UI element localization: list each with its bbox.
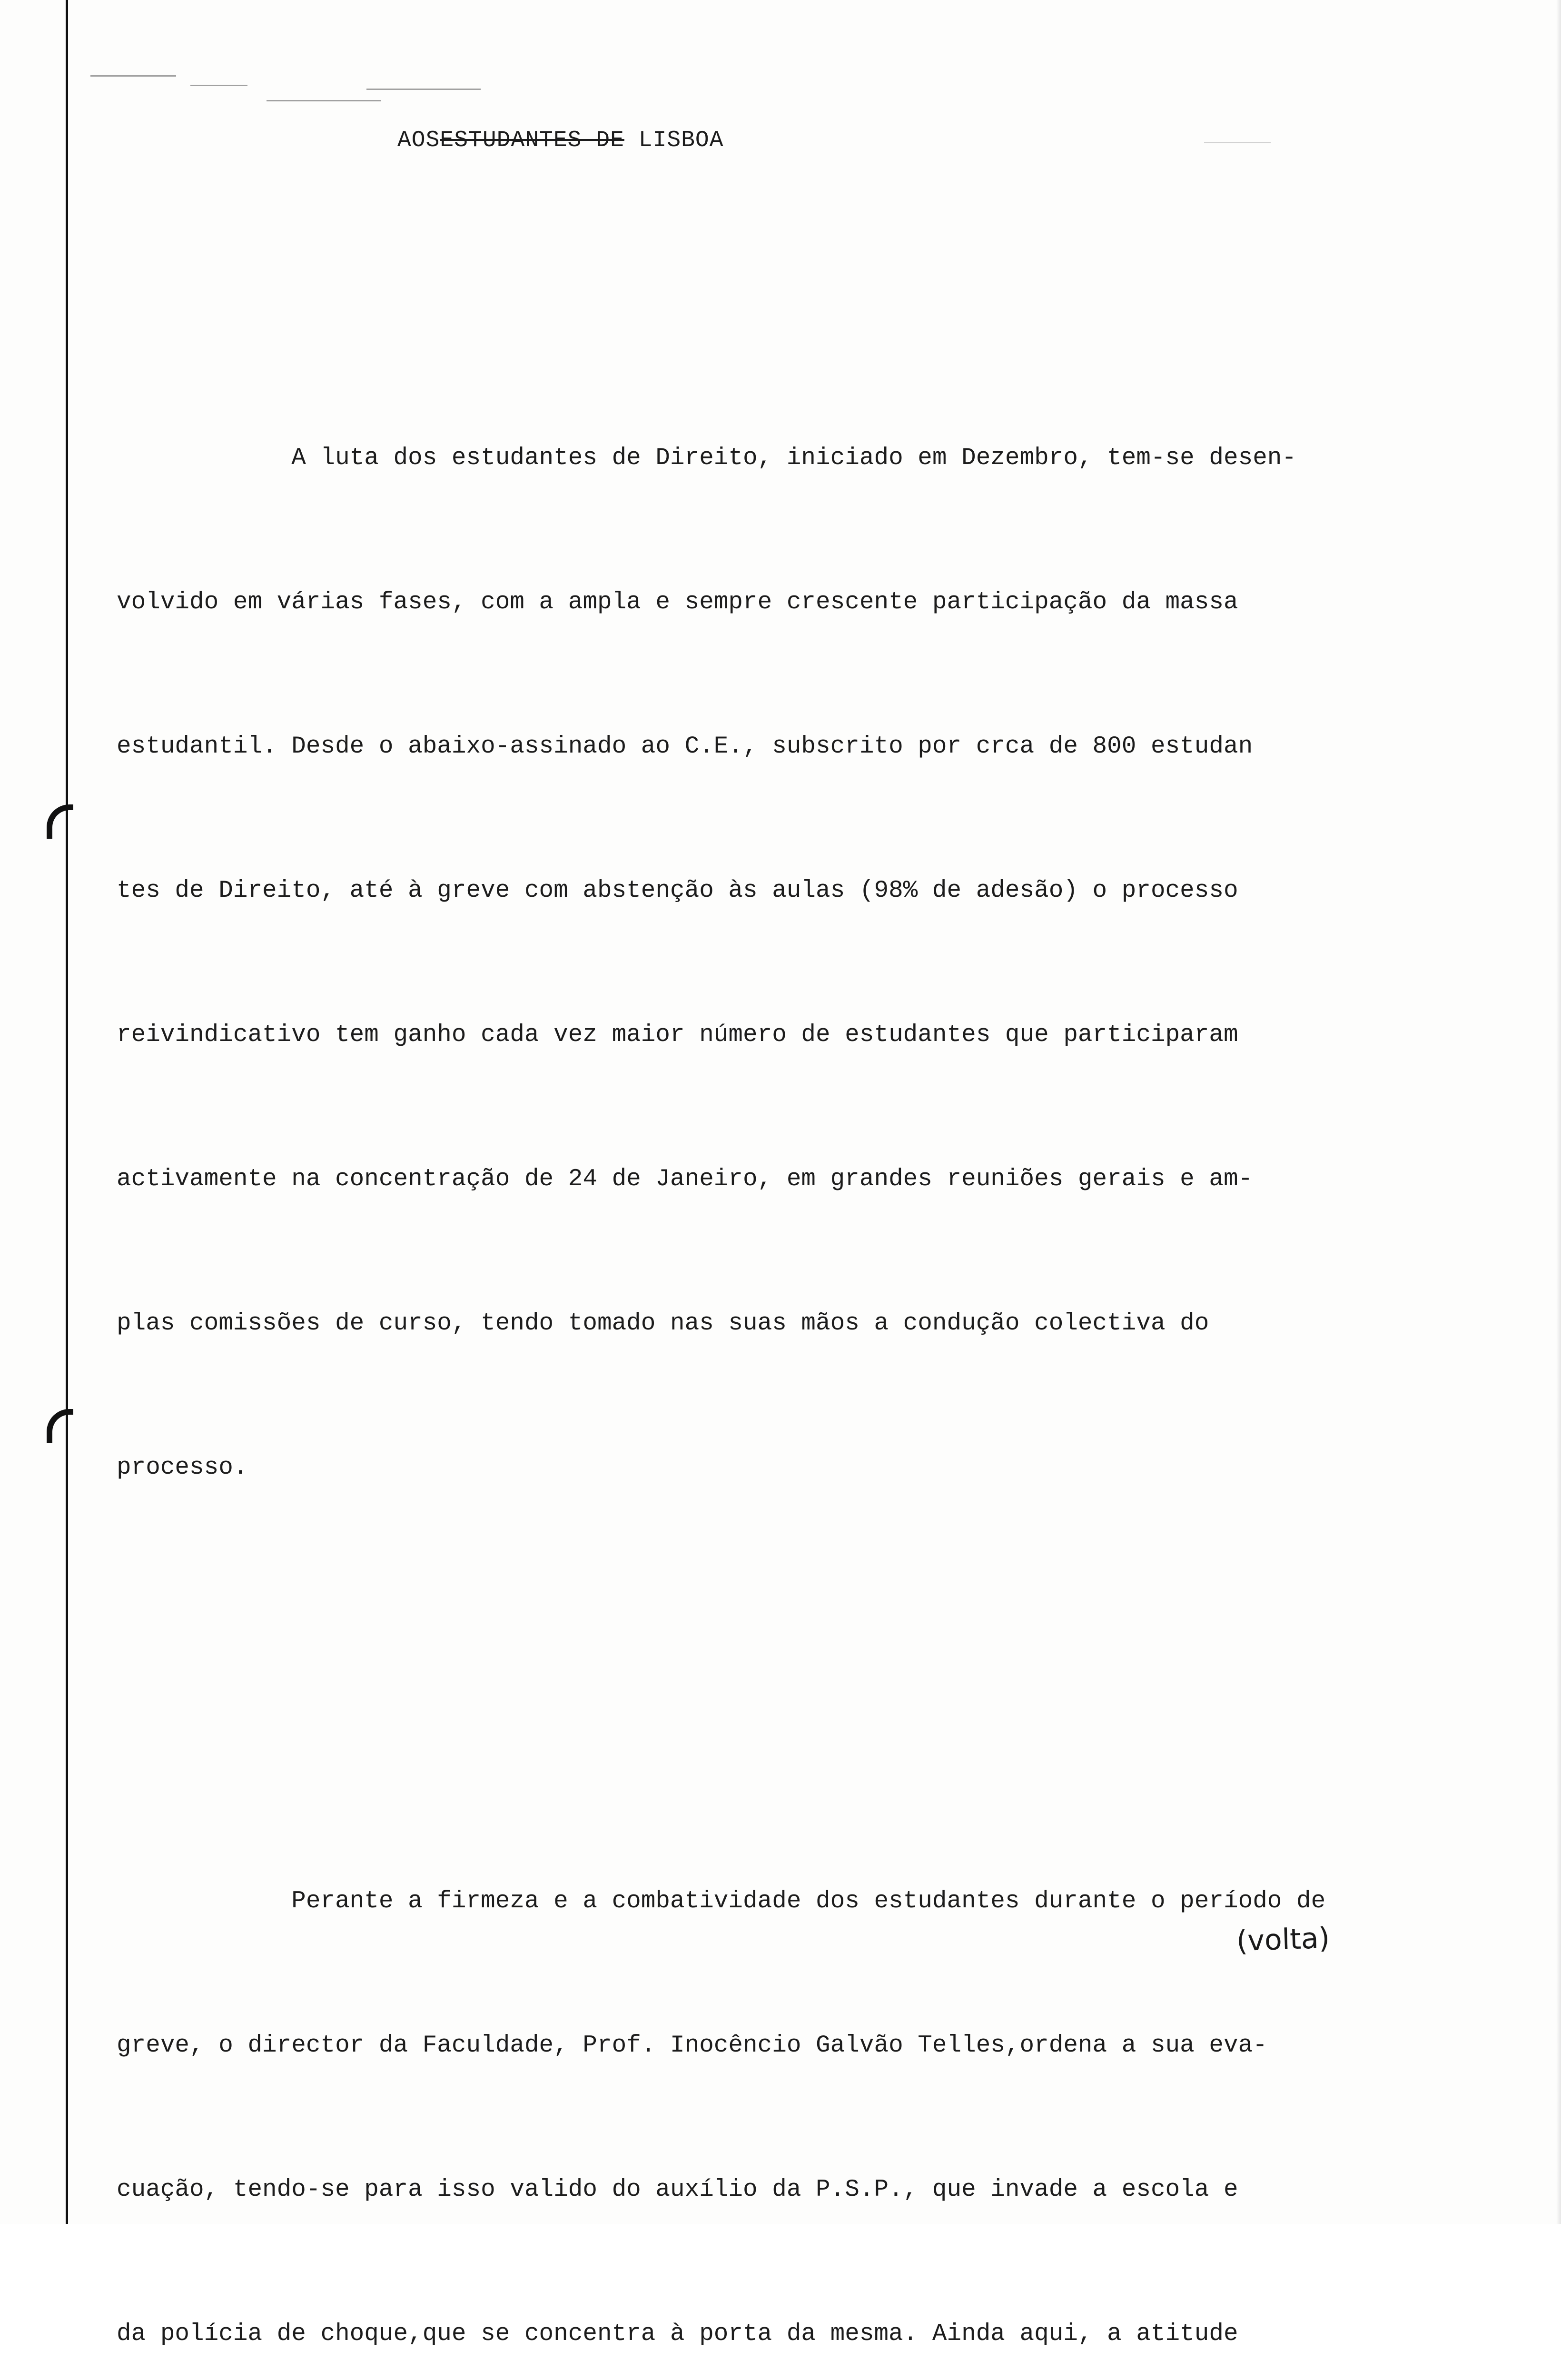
text-line: activamente na concentração de 24 de Janeiro, em grandes reuniões gerais e am- [117,1166,1253,1193]
title-word: LISBOA [638,128,724,153]
paragraph-gap [117,1684,1497,1685]
text-line: tes de Direito, até à greve com abstenção às aulas (98% de adesão) o processo [117,877,1238,904]
page-edge-shadow [1556,0,1561,2224]
handwritten-volta-note: (volta) [1235,1921,1331,1958]
text-line: volvido em várias fases, com a ampla e sempre crescente participação da massa [117,589,1238,616]
left-page-border [66,0,68,2224]
text-line: cuação, tendo-se para isso valido do auxílio da P.S.P., que invade a escola e [117,2176,1238,2203]
document-title [397,128,724,153]
text-line: plas comissões de curso, tendo tomado nas suas mãos a condução colectiva do [117,1310,1209,1337]
body-text [117,242,1497,2380]
text-line: greve, o director da Faculdade, Prof. Inocêncio Galvão Telles,ordena a sua eva- [117,2032,1267,2059]
paragraph-1 [117,338,1497,1588]
text-line: A luta dos estudantes de Direito, iniciado em Dezembro, tem-se desen- [117,445,1297,472]
scan-smudge [1204,142,1271,143]
text-line: estudantil. Desde o abaixo-assinado ao C.E., subscrito por crca de 800 estudan [117,733,1253,760]
text-line: Perante a firmeza e a combatividade dos estudantes durante o período de [117,1888,1326,1915]
paragraph-2 [117,1781,1497,2380]
margin-bracket-mark [47,1409,73,1443]
scan-smudge [90,75,176,77]
title-struck-words: ESTUDANTES DE [440,128,624,153]
scan-smudge [267,100,381,101]
scan-smudge [190,85,247,86]
title-word: AOS [397,128,440,153]
text-line: da polícia de choque,que se concentra à porta da mesma. Ainda aqui, a atitude [117,2320,1238,2348]
margin-bracket-mark [47,804,73,839]
scan-smudge [366,89,481,90]
text-line: processo. [117,1454,248,1481]
text-line: reivindicativo tem ganho cada vez maior número de estudantes que participaram [117,1021,1238,1049]
